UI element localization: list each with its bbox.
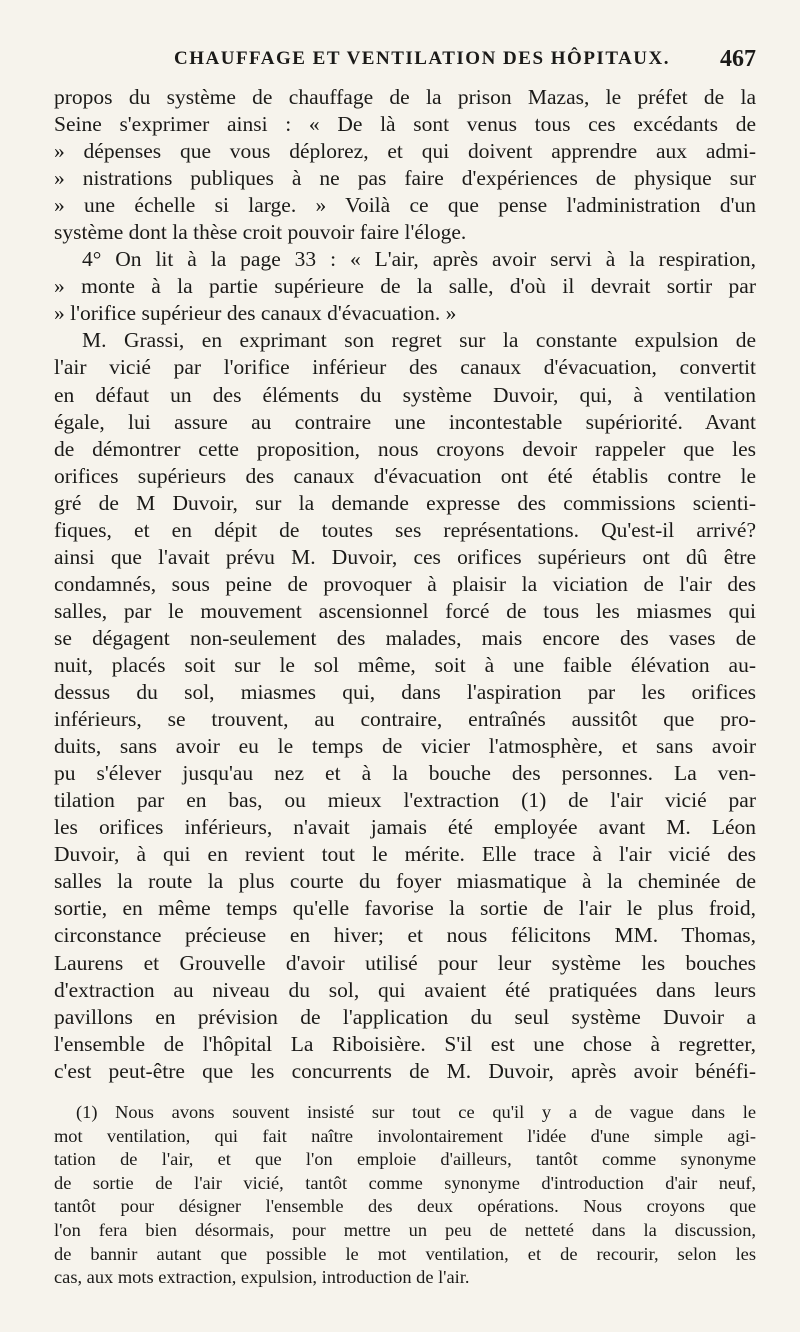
text-line: » dépenses que vous déplorez, et qui doivent apprendre aux admi- xyxy=(54,139,756,164)
text-line: duits, sans avoir eu le temps de vicier l'atmosphère, et sans avoir xyxy=(54,734,756,759)
footnote-line: tantôt pour désigner l'ensemble des deux opérations. Nous croyons que xyxy=(54,1196,756,1217)
text-line: orifices supérieurs des canaux d'évacuation ont été établis contre le xyxy=(54,463,756,488)
text-line: l'ensemble de l'hôpital La Riboisière. S'il est une chose à regretter, xyxy=(54,1031,756,1056)
page-number: 467 xyxy=(720,46,756,72)
text-line: pavillons en prévision de l'application du seul système Duvoir a xyxy=(54,1004,756,1029)
text-line: condamnés, sous peine de provoquer à plaisir la viciation de l'air des xyxy=(54,571,756,596)
text-line: pu s'élever jusqu'au nez et à la bouche des personnes. La ven- xyxy=(54,761,756,786)
text-line: 4° On lit à la page 33 : « L'air, après avoir servi à la respiration, xyxy=(82,247,756,272)
text-line: circonstance précieuse en hiver; et nous félicitons MM. Thomas, xyxy=(54,923,756,948)
text-line: » monte à la partie supérieure de la salle, d'où il devrait sortir par xyxy=(54,274,756,299)
text-line: » une échelle si large. » Voilà ce que pense l'administration d'un xyxy=(54,193,756,218)
text-line: M. Grassi, en exprimant son regret sur la constante expulsion de xyxy=(82,328,756,353)
text-line: ainsi que l'avait prévu M. Duvoir, ces orifices supérieurs ont dû être xyxy=(54,544,756,569)
page-header xyxy=(54,46,756,80)
text-line: l'air vicié par l'orifice inférieur des canaux d'évacuation, convertit xyxy=(54,355,756,380)
text-line: » nistrations publiques à ne pas faire d'expériences de physique sur xyxy=(54,166,756,191)
footnote-line: mot ventilation, qui fait naître involontairement l'idée d'une simple agi- xyxy=(54,1125,756,1146)
text-line: salles la route la plus courte du foyer miasmatique à la cheminée de xyxy=(54,869,756,894)
footnote-line: de bannir autant que possible le mot ventilation, et de recourir, selon les xyxy=(54,1243,756,1264)
running-title: CHAUFFAGE ET VENTILATION DES HÔPITAUX. xyxy=(174,48,671,69)
text-line: égale, lui assure au contraire une incontestable supériorité. Avant xyxy=(54,409,756,434)
text-line: d'extraction au niveau du sol, qui avaient été pratiquées dans leurs xyxy=(54,977,756,1002)
text-line: Seine s'exprimer ainsi : « De là sont venus tous ces excédants de xyxy=(54,112,756,137)
text-line: en défaut un des éléments du système Duvoir, qui, à ventilation xyxy=(54,382,756,407)
text-line: tilation par en bas, ou mieux l'extraction (1) de l'air vicié par xyxy=(54,788,756,813)
body-text xyxy=(54,84,756,1085)
text-line: salles, par le mouvement ascensionnel forcé de tous les miasmes qui xyxy=(54,598,756,623)
text-line: se dégagent non-seulement des malades, mais encore des vases de xyxy=(54,625,756,650)
footnote-line: l'on fera bien désormais, pour mettre un peu de netteté dans la discussion, xyxy=(54,1219,756,1240)
text-line: » l'orifice supérieur des canaux d'évacuation. » xyxy=(54,301,457,326)
text-line: Laurens et Grouvelle d'avoir utilisé pour leur système les bouches xyxy=(54,950,756,975)
footnote-line: tation de l'air, et que l'on emploie d'ailleurs, tantôt comme synonyme xyxy=(54,1149,756,1170)
footnote-line: de sortie de l'air vicié, tantôt comme synonyme d'introduction d'air neuf, xyxy=(54,1172,756,1193)
text-line: système dont la thèse croit pouvoir faire l'éloge. xyxy=(54,220,467,245)
text-line: de démontrer cette proposition, nous croyons devoir rappeler que les xyxy=(54,436,756,461)
text-line: sortie, en même temps qu'elle favorise la sortie de l'air le plus froid, xyxy=(54,896,756,921)
footnote-line: (1) Nous avons souvent insisté sur tout ce qu'il y a de vague dans le xyxy=(76,1102,756,1122)
footnote-line: cas, aux mots extraction, expulsion, introduction de l'air. xyxy=(54,1267,470,1288)
text-line: inférieurs, se trouvent, au contraire, entraînés aussitôt que pro- xyxy=(54,707,756,732)
text-line: nuit, placés soit sur le sol même, soit à une faible élévation au- xyxy=(54,652,756,677)
footnote xyxy=(54,1101,756,1290)
text-line: Duvoir, à qui en revient tout le mérite. Elle trace à l'air vicié des xyxy=(54,842,756,867)
text-line: les orifices inférieurs, n'avait jamais été employée avant M. Léon xyxy=(54,815,756,840)
text-line: gré de M Duvoir, sur la demande expresse des commissions scienti- xyxy=(54,490,756,515)
text-line: propos du système de chauffage de la prison Mazas, le préfet de la xyxy=(54,85,756,109)
text-line: dessus du sol, miasmes qui, dans l'aspiration par les orifices xyxy=(54,680,756,705)
text-line: fiques, et en dépit de toutes ses représentations. Qu'est-il arrivé? xyxy=(54,517,756,542)
text-line: c'est peut-être que les concurrents de M. Duvoir, après avoir bénéfi- xyxy=(54,1058,756,1083)
